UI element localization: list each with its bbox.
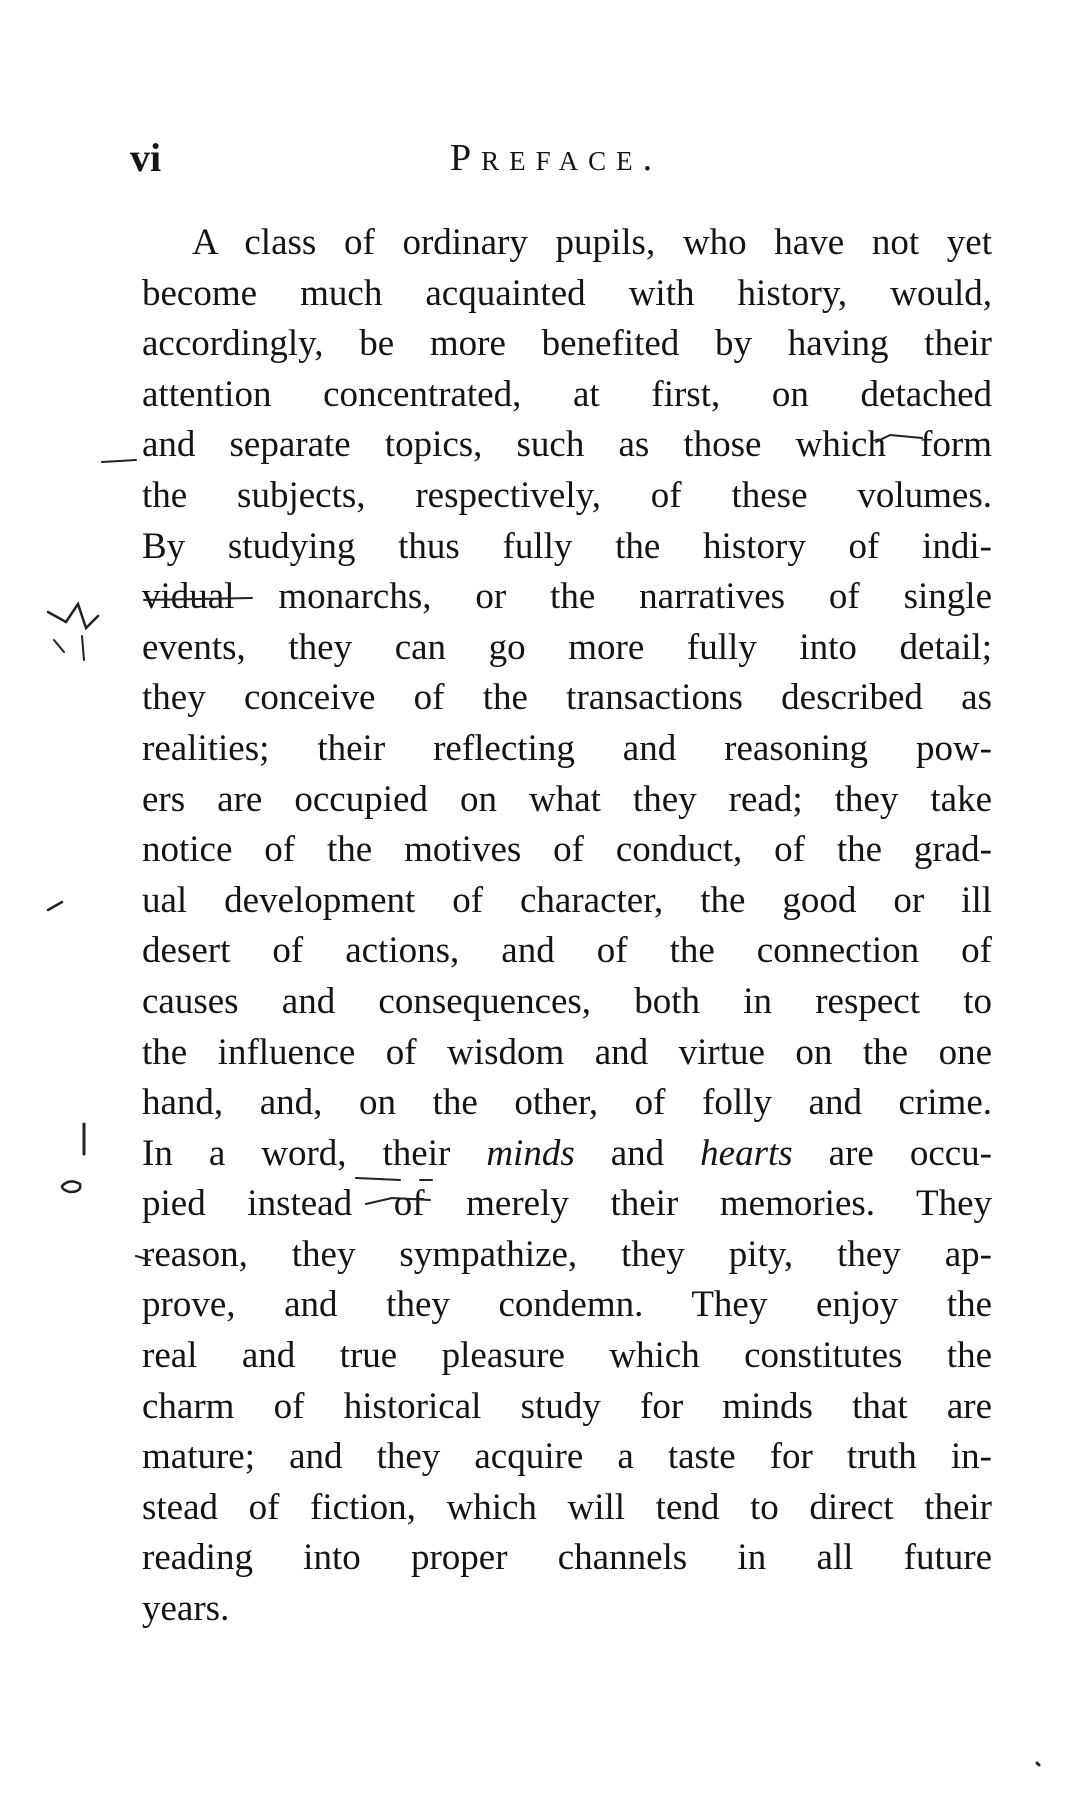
text-line: and separate topics, such as those which form (142, 424, 992, 466)
text-line: the influence of wisdom and virtue on the one (142, 1031, 992, 1073)
text-line: desert of actions, and of the connection of (142, 930, 992, 972)
text-line: the subjects, respectively, of these volumes. (142, 474, 992, 516)
text-line: causes and consequences, both in respect to (142, 980, 992, 1022)
text-line: mature; and they acquire a taste for truth in- (142, 1436, 992, 1478)
preface-paragraph (142, 218, 992, 1635)
text-line: accordingly, be more benefited by having their (142, 323, 992, 365)
text-line: stead of fiction, which will tend to direct their (142, 1486, 992, 1528)
loop-mark (62, 1181, 80, 1192)
underline-mark (102, 460, 136, 462)
text-line: pied instead of merely their memories. They (142, 1183, 992, 1225)
text-line: attention concentrated, at first, on detached (142, 373, 992, 415)
italic-word: minds (486, 1132, 575, 1174)
text-line: charm of historical study for minds that are (142, 1385, 992, 1427)
text-line: ers are occupied on what they read; they take (142, 778, 992, 820)
text-segment: and (574, 1132, 701, 1174)
text-line: ual development of character, the good or ill (142, 879, 992, 921)
text-line: reason, they sympathize, they pity, they ap- (142, 1233, 992, 1275)
page-header (130, 128, 990, 188)
text-line: vidual monarchs, or the narratives of single (142, 576, 992, 618)
dot-mark (1037, 1763, 1039, 1765)
running-title: Preface. (450, 137, 663, 179)
text-line: By studying thus fully the history of indi- (142, 525, 992, 567)
tick-mark (48, 902, 62, 910)
text-line: real and true pleasure which constitutes the (142, 1335, 992, 1377)
text-segment: are occu- (792, 1132, 992, 1174)
text-line: A class of ordinary pupils, who have not yet (192, 222, 992, 263)
text-line: they conceive of the transactions described as (142, 677, 992, 719)
text-line: years. (142, 1588, 230, 1630)
text-line: become much acquainted with history, would, (142, 272, 992, 314)
scribble-mark (48, 604, 98, 628)
text-line: realities; their reflecting and reasoning pow- (142, 727, 992, 769)
text-segment: In a word, their (142, 1132, 487, 1174)
text-line: hand, and, on the other, of folly and crime. (142, 1082, 992, 1124)
text-line: notice of the motives of conduct, of the grad- (142, 829, 992, 871)
text-line: events, they can go more fully into detail; (142, 626, 992, 668)
page-number: vi (130, 135, 162, 180)
text-line: reading into proper channels in all future (142, 1537, 992, 1579)
italic-word: hearts (700, 1132, 793, 1174)
scribble-mark (54, 636, 84, 660)
text-line (142, 1129, 992, 1180)
text-line: prove, and they condemn. They enjoy the (142, 1284, 992, 1326)
